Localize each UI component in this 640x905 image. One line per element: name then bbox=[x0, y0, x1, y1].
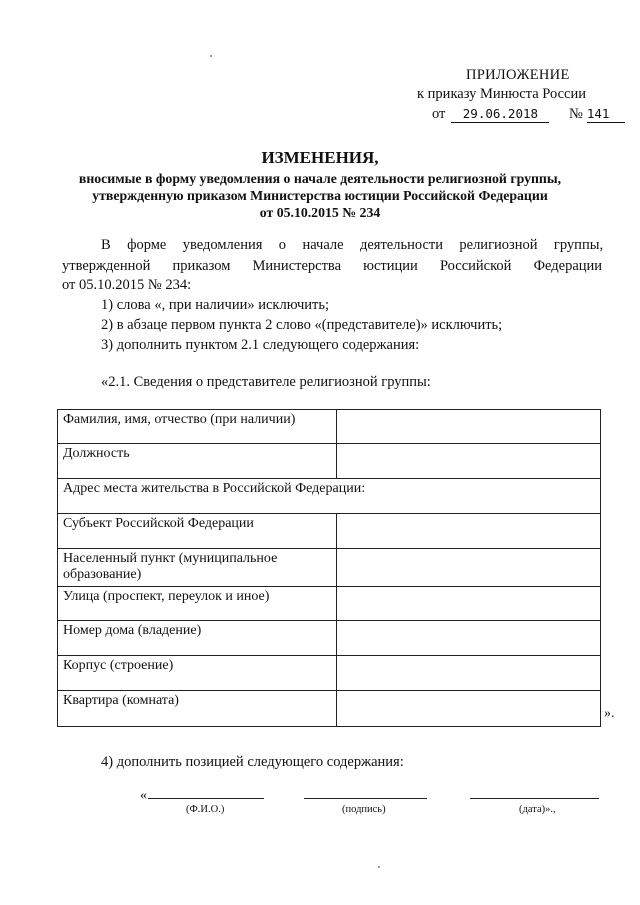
fio-signature-line bbox=[148, 798, 264, 799]
region-label: Субъект Российской Федерации bbox=[58, 514, 337, 549]
fio-value-cell bbox=[337, 410, 601, 444]
table-closing-quote: ». bbox=[604, 706, 615, 721]
table-row bbox=[58, 514, 601, 549]
apartment-label: Квартира (комната) bbox=[58, 691, 337, 727]
order-date: 29.06.2018 bbox=[451, 105, 549, 123]
fio-caption: (Ф.И.О.) bbox=[186, 804, 225, 815]
table-row bbox=[58, 549, 601, 587]
date-prefix: от bbox=[432, 106, 446, 122]
intro-word: о bbox=[278, 237, 287, 253]
building-value-cell bbox=[337, 656, 601, 691]
intro-word: приказом bbox=[172, 258, 231, 274]
intro-word: утвержденной bbox=[62, 258, 151, 274]
table-row bbox=[58, 621, 601, 656]
number-prefix: № bbox=[569, 106, 583, 122]
intro-line-2 bbox=[62, 258, 602, 275]
table-row bbox=[58, 410, 601, 444]
table-row bbox=[58, 691, 601, 727]
intro-line-3: от 05.10.2015 № 234: bbox=[62, 277, 192, 293]
settlement-value-cell bbox=[337, 549, 601, 587]
order-number: 141 bbox=[587, 105, 625, 123]
item-2: 2) в абзаце первом пункта 2 слово «(представителе)» исключить; bbox=[101, 317, 503, 333]
house-label: Номер дома (владение) bbox=[58, 621, 337, 656]
table-row bbox=[58, 479, 601, 514]
changes-title: ИЗМЕНЕНИЯ, bbox=[261, 148, 379, 167]
table-row bbox=[58, 656, 601, 691]
date-caption-text: (дата)». bbox=[519, 804, 553, 815]
intro-word: Министерства bbox=[252, 258, 342, 274]
attachment-subtitle: к приказу Минюста России bbox=[417, 86, 586, 102]
settlement-label: Населенный пункт (муниципальное образование) bbox=[58, 549, 337, 587]
sign-caption: (подпись) bbox=[342, 804, 386, 815]
position-label: Должность bbox=[58, 444, 337, 479]
intro-word: форме bbox=[127, 237, 167, 253]
attachment-date-line bbox=[432, 105, 625, 123]
heading-line-3: от 05.10.2015 № 234 bbox=[259, 205, 381, 220]
item-1: 1) слова «, при наличии» исключить; bbox=[101, 297, 330, 313]
fio-label: Фамилия, имя, отчество (при наличии) bbox=[58, 410, 337, 444]
item-4: 4) дополнить позицией следующего содержания: bbox=[101, 754, 404, 770]
heading-line-1: вносимые в форму уведомления о начале деятельности религиозной группы, bbox=[78, 171, 562, 186]
section-title: «2.1. Сведения о представителе религиозной группы: bbox=[101, 374, 431, 390]
region-value-cell bbox=[337, 514, 601, 549]
sign-signature-line bbox=[304, 798, 427, 799]
scan-speck bbox=[210, 55, 212, 57]
date-caption-comma: , bbox=[552, 804, 556, 815]
house-value-cell bbox=[337, 621, 601, 656]
street-value-cell bbox=[337, 587, 601, 621]
intro-word: группы, bbox=[553, 237, 604, 253]
date-caption bbox=[519, 804, 556, 815]
position-value-cell bbox=[337, 444, 601, 479]
attachment-title: ПРИЛОЖЕНИЕ bbox=[466, 67, 570, 83]
address-header: Адрес места жительства в Российской Федерации: bbox=[58, 479, 601, 514]
intro-word: деятельности bbox=[359, 237, 443, 253]
scan-speck bbox=[378, 866, 380, 868]
intro-word: религиозной bbox=[459, 237, 538, 253]
intro-word: уведомления bbox=[182, 237, 263, 253]
building-label: Корпус (строение) bbox=[58, 656, 337, 691]
apartment-value-cell bbox=[337, 691, 601, 727]
intro-line-1 bbox=[101, 237, 603, 254]
table-row bbox=[58, 587, 601, 621]
intro-word: юстиции bbox=[363, 258, 418, 274]
table-row bbox=[58, 444, 601, 479]
date-signature-line bbox=[470, 798, 599, 799]
heading-line-2: утвержденную приказом Министерства юстиции Российской Федерации bbox=[92, 188, 548, 203]
signature-open-quote: « bbox=[140, 788, 147, 803]
representative-table bbox=[57, 409, 601, 727]
intro-word: Российской bbox=[439, 258, 512, 274]
street-label: Улица (проспект, переулок и иное) bbox=[58, 587, 337, 621]
item-3: 3) дополнить пунктом 2.1 следующего содержания: bbox=[101, 337, 420, 353]
intro-word: Федерации bbox=[533, 258, 603, 274]
intro-word: В bbox=[101, 237, 111, 253]
intro-word: начале bbox=[302, 237, 344, 253]
